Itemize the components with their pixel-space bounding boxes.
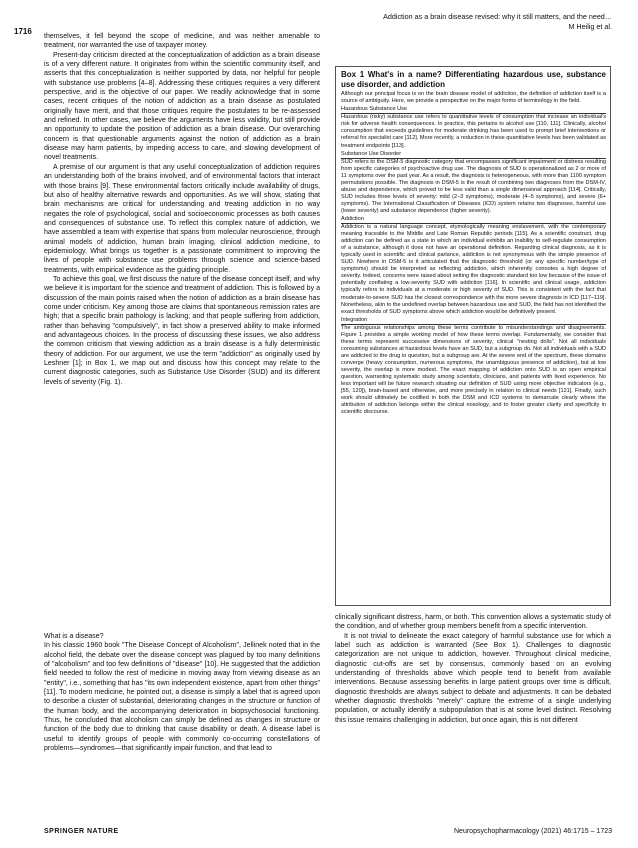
box-section-heading: Integration	[341, 317, 606, 325]
box-section-text: The ambiguous relationships among these terms contribute to misunderstandings and disagreements. Figure 1 provides a simple working model of how these terms overlap. Fundamentally, we consider that these terms represent successive dimensions of severity, clinical "nesting dolls". Not all individuals consuming substances at hazardous levels have an SUD, but a subgroup do. Not all individuals with a SUD are addicted to the drug in question, but a subgroup are. At the severe end of the spectrum, these domains converge (heavy consumption, numerous symptoms, the unambiguous presence of addiction), but at low severity, the overlap is more modest. The exact mapping of addiction onto SUD is an open empirical question, warranting systematic study among scientists, clinicians, and patients with lived experience. No less important will be future research situating our definition of SUD using more objective indicators (e.g., [55, 120]), brain-based and otherwise, and more precisely in relation to clinical needs [121]. Finally, such work should ultimately be codified in both the DSM and ICD systems to demarcate clearly where the attribution of addiction belongs within the clinical nosology, and to foster greater clarity and specificity in scientific discourse.	[341, 324, 606, 416]
paragraph: themselves, it fell beyond the scope of medicine, and was neither amenable to treatment, nor warranted the use of taxpayer money.	[44, 33, 320, 50]
box-1	[335, 66, 611, 606]
page-number: 1716	[14, 27, 32, 36]
left-column-top	[44, 32, 320, 387]
running-title: Addiction as a brain disease revised: why it still matters, and the need…	[383, 12, 612, 21]
section-heading: What is a disease?	[44, 633, 104, 640]
right-column-bottom	[335, 613, 611, 725]
paragraph: To achieve this goal, we first discuss the nature of the disease concept itself, and why we believe it is important for the science and treatment of addiction. This is followed by a discussion of the main points raised when the notion of addiction as a brain disease has come under criticism. Key among those are claims that spontaneous remission rates are high; that a specific brain pathology is lacking; and that people suffering from addiction, rather than behaving "compulsively", in fact show a preserved ability to make informed and advantageous choices. In the process of discussing these issues, we also address the common criticism that viewing addiction as a brain disease is a fully deterministic theory of addiction. For our argument, we use the term "addiction" as originally used by Leshner [1]; in Box 1, we map out and discuss how this concept may relate to the current diagnostic categories, such as Substance Use Disorder (SUD) and its different levels of severity (Fig. 1).	[44, 275, 320, 386]
publisher-logo: SPRINGER NATURE	[44, 828, 119, 835]
box-section-heading: Substance Use Disorder	[341, 151, 606, 159]
paragraph: In his classic 1960 book "The Disease Concept of Alcoholism", Jellinek noted that in the alcohol field, the debate over the disease concept was plagued by too many definitions of "alcoholism" and too few definitions of "disease" [10]. He suggested that the addiction field needed to follow the rest of medicine in moving away from viewing disease as an "entity", i.e., something that has "its own independent existence, apart from other things" [11]. To modern medicine, he pointed out, a disease is simply a label that is agreed upon to describe a cluster of substantial, deteriorating changes in the structure or function of the human body, and the accompanying deterioration in biopsychosocial functioning. Thus, he concluded that alcoholism can simply be defined as changes in structure or function of the body due to drinking that cause disability or death. A disease label is useful to identify groups of people with commonly co-occurring constellations of problems—syndromes—that significantly impair function, and that lead to	[44, 642, 320, 753]
paragraph: Present-day criticism directed at the conceptualization of addiction as a brain disease is of a very different nature. It originates from within the scientific community itself, and asserts that this conceptualization is neither supported by data, nor helpful for people with substance use problems [4–8]. Addressing these critiques requires a very different perspective, and is the objective of our paper. We readily acknowledge that in some cases, recent critiques of the notion of addiction as a brain disease as postulated originally have merit, and that those critiques require the postulates to be re-assessed and refined. In other cases, we believe the arguments have less validity, but still provide an opportunity to update the position of addiction as a brain disease. Our overarching concern is that questionable arguments against the notion of addiction as a brain disease may harm patients, by impeding access to care, and slowing development of novel treatments.	[44, 51, 320, 162]
box-section-text: SUD refers to the DSM-5 diagnostic category that encompasses significant impairment or distress resulting from specific categories of psychoactive drug use. The diagnosis of SUD is operationalized as 2 or more of 11 symptoms over the past year. As a result, the diagnosis is heterogeneous, with more than 1100 symptom permutations possible. The diagnosis in DSM-5 is the result of combining two diagnoses from the DSM-IV, abuse and dependence, which proved to be less valid than a single dimensional approach [114]. Critically, SUD includes three levels of severity: mild (2–3 symptoms), moderate (4–5 symptoms), and severe (6+ symptoms). The International Classification of Diseases (ICD) system retains two diagnoses, harmful use (lower severity) and substance dependence (higher severity).	[341, 158, 606, 214]
box-section-text: Addiction is a natural language concept, etymologically meaning enslavement, with the contemporary meaning traceable to the Middle and Late Roman Republic periods [115]. As a scientific construct, drug addiction can be defined as a state in which an individual exhibits an inability to self-regulate consumption of a substance, although it does not have an operational definition. Regarding clinical diagnosis, as it is typically used in scientific and clinical parlance, addiction is not synonymous with the simple presence of SUD. Nowhere in DSM-5 is it articulated that the diagnostic threshold (or any specific number/type of symptoms) should be interpreted as reflecting addiction, which inherently connotes a high degree of severity. Indeed, concerns were raised about setting the diagnostic standard too low because of the issue of potentially conflating a low-severity SUD with addiction [116]. In scientific and clinical usage, addiction typically refers to individuals at a moderate or high severity of SUD. This is consistent with the fact that moderate-to-severe SUD has the closest correspondence with the more severe diagnosis in ICD [117–119]. Nonetheless, akin to the undefined overlap between hazardous use and SUD, the field has not identified the exact thresholds of SUD symptoms above which addiction would be definitively present.	[341, 224, 606, 315]
box-section-heading: Hazardous Substance Use	[341, 106, 606, 114]
paragraph: It is not trivial to delineate the exact category of harmful substance use for which a label such as addiction is warranted (See Box 1). Challenges to diagnostic categorization are not unique to addiction, however. Throughout clinical medicine, diagnostic cut-offs are set by consensus, commonly based on an evolving understanding of thresholds above which people tend to benefit from available interventions. Because assessing benefits in large patient groups over time is difficult, diagnostic thresholds are always subject to debate and adjustments. It can be debated whether diagnostic thresholds "merely" capture the extreme of a single underlying population, or actually identify a subpopulation that is at some level distinct. Resolving this issue remains challenging in addiction, but once again, this is not different	[335, 632, 611, 724]
running-authors: M Heilig et al.	[568, 21, 612, 31]
left-column-section	[44, 632, 320, 753]
box-title: Box 1 What's in a name? Differentiating hazardous use, substance use disorder, and addiction	[341, 70, 606, 89]
running-head	[383, 12, 612, 31]
box-intro: Although our principal focus is on the brain disease model of addiction, the definition of addiction itself is a source of ambiguity. Here, we provide a perspective on the major forms of terminology in the field.	[341, 91, 606, 105]
box-section-text: Hazardous (risky) substance use refers to quantitative levels of consumption that increase an individual's risk for adverse health consequences. In practice, this pertains to alcohol use [110, 111]. Clinically, alcohol consumption that exceeds guidelines for moderate drinking has been used to prompt brief interventions or referral for specialist care [112]. More recently, a reduction in these quantitative levels has been validated as treatment endpoints [113].	[341, 114, 606, 149]
journal-citation: Neuropsychopharmacology (2021) 46:1715 – 1723	[454, 828, 612, 835]
paragraph: A premise of our argument is that any useful conceptualization of addiction requires an understanding both of the brains involved, and of environmental factors that interact with those brains [9]. These environmental factors critically include availability of drugs, but also of healthy alternative rewards and opportunities. As we will show, stating that brain mechanisms are critical for understanding and treating addiction in no way negates the role of psychological, social and socioeconomic processes as both causes and consequences of substance use. To reflect this complex nature of addiction, we have assembled a team with expertise that spans from molecular neuroscience, through animal models of addiction, human brain imaging, clinical addiction medicine, to epidemiology. What brings us together is a passionate commitment to improving the lives of people with substance use problems through science and science-based treatments, with empirical evidence as the guiding principle.	[44, 163, 320, 274]
paragraph: clinically significant distress, harm, or both. This convention allows a systematic study of the condition, and of whether group members benefit from a specific intervention.	[335, 614, 611, 631]
box-section-heading: Addiction	[341, 216, 606, 224]
